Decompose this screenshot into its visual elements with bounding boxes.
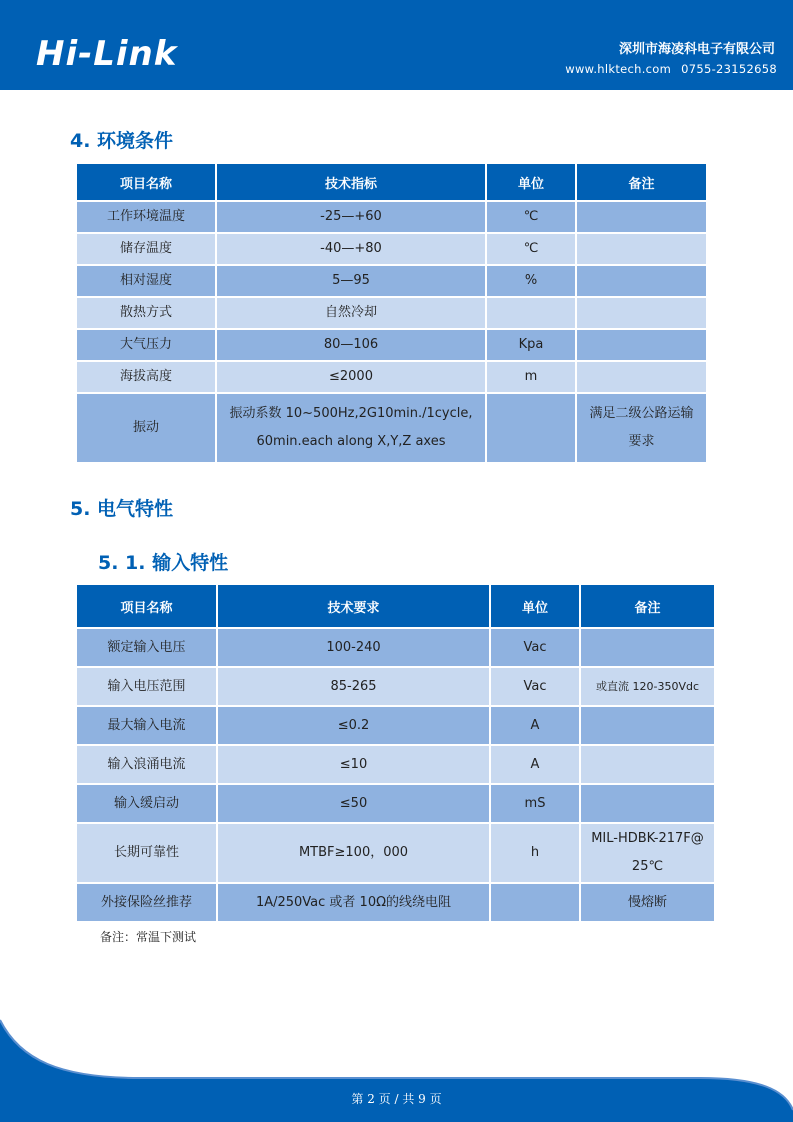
row-name: 大气压力 [77, 330, 215, 360]
row-unit: Kpa [487, 330, 575, 360]
header-cell: 项目名称 [77, 585, 216, 627]
row-name: 外接保险丝推荐 [77, 884, 216, 921]
header-cell: 单位 [487, 164, 575, 200]
row-unit: % [487, 266, 575, 296]
note-line: 要求 [628, 434, 655, 449]
row-note [581, 707, 714, 744]
row-unit [491, 884, 579, 921]
row-unit: A [491, 707, 579, 744]
row-unit [487, 298, 575, 328]
row-note [577, 394, 706, 462]
table-row [77, 266, 706, 296]
table-row [77, 884, 714, 921]
row-note [581, 824, 714, 882]
note-line: 满足二级公路运输 [589, 406, 694, 421]
table-row [77, 234, 706, 264]
row-note [577, 202, 706, 232]
table-row [77, 746, 714, 783]
table-row [77, 668, 714, 705]
row-unit [487, 394, 575, 462]
row-name: 相对湿度 [77, 266, 215, 296]
table-row [77, 629, 714, 666]
section-4-title: 4. 环境条件 [70, 130, 174, 152]
page-header [0, 0, 793, 90]
table-header-row [77, 585, 714, 627]
row-unit: Vac [491, 668, 579, 705]
header-cell: 技术指标 [217, 164, 485, 200]
header-cell: 备注 [581, 585, 714, 627]
table-row [77, 785, 714, 822]
row-unit: h [491, 824, 579, 882]
header-cell: 项目名称 [77, 164, 215, 200]
table-footnote: 备注：常温下测试 [100, 930, 197, 944]
row-spec: 5—95 [217, 266, 485, 296]
website: www.hlktech.com [565, 62, 672, 76]
row-note [577, 298, 706, 328]
row-name: 振动 [77, 394, 215, 462]
hilink-logo: Hi-Link [36, 34, 178, 74]
header-cell: 备注 [577, 164, 706, 200]
section-5-title: 5. 电气特性 [70, 498, 174, 520]
company-name: 深圳市海凌科电子有限公司 [618, 42, 775, 57]
row-name: 散热方式 [77, 298, 215, 328]
row-unit: mS [491, 785, 579, 822]
row-spec: 85-265 [218, 668, 489, 705]
row-note [577, 234, 706, 264]
header-cell: 单位 [491, 585, 579, 627]
table-row [77, 202, 706, 232]
row-name: 最大输入电流 [77, 707, 216, 744]
row-spec: 自然冷却 [217, 298, 485, 328]
spec-line: 振动系数 10~500Hz,2G10min./1cycle, [229, 406, 473, 421]
row-unit: ℃ [487, 234, 575, 264]
table-row [77, 330, 706, 360]
note-line: MIL-HDBK-217F@ [591, 831, 704, 846]
table-row [77, 707, 714, 744]
row-note [577, 330, 706, 360]
phone: 0755-23152658 [681, 62, 777, 76]
table-row [77, 298, 706, 328]
row-name: 输入浪涌电流 [77, 746, 216, 783]
row-note [577, 362, 706, 392]
row-spec: ≤0.2 [218, 707, 489, 744]
table-header-row [77, 164, 706, 200]
spec-line: 60min.each along X,Y,Z axes [256, 434, 446, 449]
table-row [77, 824, 714, 882]
page-number: 第 2 页 / 共 9 页 [351, 1092, 442, 1106]
row-spec: 1A/250Vac 或者 10Ω的线绕电阻 [218, 884, 489, 921]
row-note: 或直流 120-350Vdc [581, 668, 714, 705]
row-unit: Vac [491, 629, 579, 666]
row-spec: ≤10 [218, 746, 489, 783]
table-row [77, 362, 706, 392]
row-name: 输入电压范围 [77, 668, 216, 705]
row-name: 输入缓启动 [77, 785, 216, 822]
row-spec: -25—+60 [217, 202, 485, 232]
note-line: 25℃ [631, 859, 664, 874]
contact-info [565, 62, 777, 76]
row-note: 慢熔断 [581, 884, 714, 921]
row-unit: A [491, 746, 579, 783]
section-5-1-title: 5. 1. 输入特性 [98, 552, 229, 574]
row-spec: ≤2000 [217, 362, 485, 392]
row-unit: m [487, 362, 575, 392]
table-row [77, 394, 706, 462]
row-note [581, 629, 714, 666]
row-note [577, 266, 706, 296]
row-name: 工作环境温度 [77, 202, 215, 232]
row-spec: 80—106 [217, 330, 485, 360]
row-spec: -40—+80 [217, 234, 485, 264]
row-name: 海拔高度 [77, 362, 215, 392]
row-unit: ℃ [487, 202, 575, 232]
row-spec: ≤50 [218, 785, 489, 822]
row-name: 储存温度 [77, 234, 215, 264]
header-cell: 技术要求 [218, 585, 489, 627]
row-name: 长期可靠性 [77, 824, 216, 882]
environment-table [75, 162, 708, 464]
row-note [581, 746, 714, 783]
row-note [581, 785, 714, 822]
row-spec [217, 394, 485, 462]
row-spec: MTBF≥100，000 [218, 824, 489, 882]
row-spec: 100-240 [218, 629, 489, 666]
row-name: 额定输入电压 [77, 629, 216, 666]
input-characteristics-table [75, 583, 716, 923]
